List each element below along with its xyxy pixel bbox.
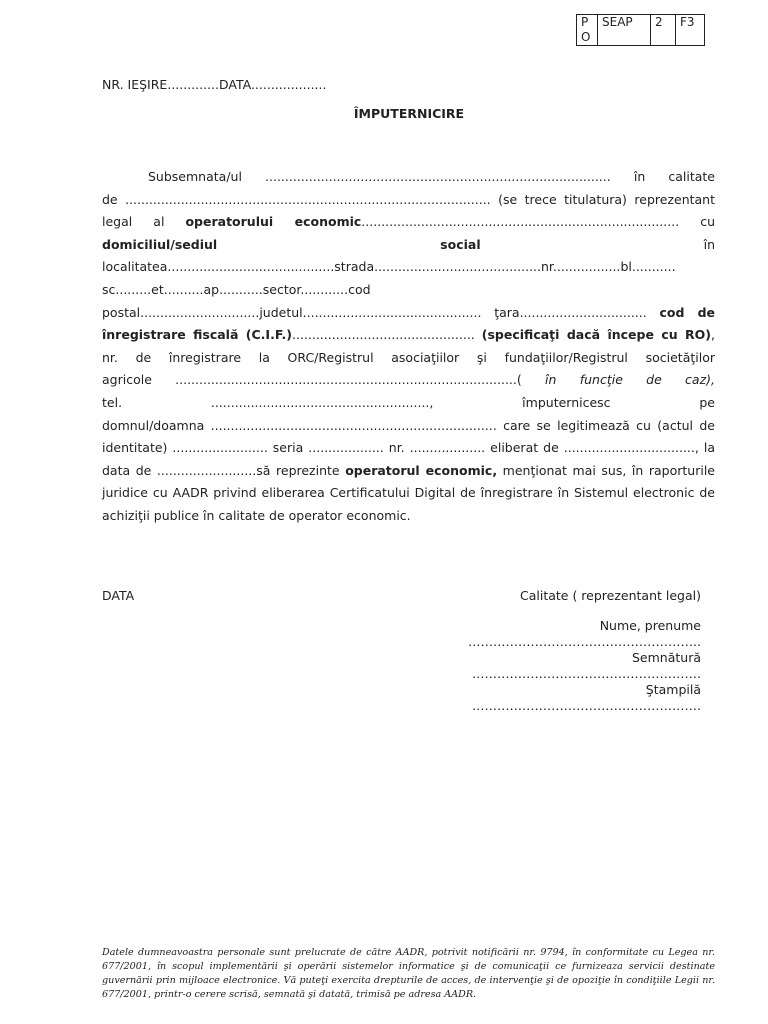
body-text: agricole ......................................................................................(	[102, 372, 546, 388]
body-text: ................................................................................ cu	[361, 214, 716, 230]
body-line-8	[102, 324, 715, 347]
body-text: legal al	[102, 214, 186, 230]
body-text: în	[703, 236, 715, 252]
bold-specificati-ro: (specificaţi dacă începe cu RO)	[481, 327, 712, 343]
bold-domiciliu: domiciliul/sediul	[102, 236, 218, 252]
body-line-1: Subsemnata/ul ....................................................................................... în calitate	[148, 169, 715, 184]
code-cell-seap: SEAP	[598, 15, 651, 46]
body-line-6: sc.........et..........ap...........sector............cod	[102, 281, 371, 297]
body-text: data de .........................să reprezinte	[102, 462, 346, 478]
legal-representative-label: Calitate ( reprezentant legal)	[520, 588, 701, 603]
body-line-12: domnul/doamna ........................................................................ care se legitimează cu (actul de	[102, 417, 715, 433]
bold-social: social	[440, 236, 481, 252]
document-title: ÎMPUTERNICIRE	[353, 106, 465, 121]
signature-dots: ……………………………………………….	[472, 666, 701, 681]
body-line-5: localitatea..........................................strada..........................................nr.................bl...........	[102, 259, 676, 275]
italic-in-functie-de-caz: în funcţie de caz),	[545, 372, 715, 388]
body-line-16: achiziţii publice în calitate de operator economic.	[102, 507, 411, 523]
body-line-9: nr. de înregistrare la ORC/Registrul asociaţiilor şi fundaţiilor/Registrul societăţilor	[102, 349, 715, 365]
signature-label: Semnătură	[631, 650, 701, 665]
document-body	[102, 166, 715, 528]
code-cell-number: 2	[651, 15, 676, 46]
stamp-dots: ……………………………………………….	[472, 698, 701, 713]
body-line-3	[102, 211, 715, 234]
code-cell-po: P O	[577, 15, 598, 46]
body-line-7	[102, 302, 715, 325]
body-line-14	[102, 460, 715, 483]
body-text: menţionat mai sus, în raporturile	[497, 462, 715, 478]
body-line-10	[102, 369, 715, 392]
full-name-dots	[460, 634, 701, 650]
data-privacy-footnote: Datele dumneavoastra personale sunt prelucrate de către AADR, potrivit notificării nr. 9794, în conformitate cu Legea nr. 677/2001, în scopul implementării şi operării sistemelor informatice şi de comunicaţii ce furnizeaza servicii destinate guvernării prin mijloace electronice. Vă puteţi exercita drepturile de acces, de intervenţie şi de opoziţie în condiţiile Legii nr. 677/2001, printr-o cerere scrisă, semnată şi datată, trimisă pe adresa AADR.	[102, 947, 715, 1000]
body-line-4	[102, 234, 715, 257]
bold-cif: înregistrare fiscală (C.I.F.)	[102, 327, 292, 343]
dot: .	[697, 634, 701, 649]
body-line-15: juridice cu AADR privind eliberarea Certificatului Digital de înregistrare în Sistemul electronic de	[102, 485, 715, 501]
stamp-label: Ştampilă	[645, 682, 701, 697]
bold-operator-economic: operatorului economic	[185, 214, 362, 230]
body-text: ,	[711, 327, 715, 343]
body-text: postal..............................judetul............................................. ţara................................	[102, 304, 660, 320]
spacer	[460, 604, 701, 618]
full-name-label: Nume, prenume	[599, 618, 701, 633]
signature-block	[460, 588, 701, 714]
body-line-11: tel. ......................................................., împuternicesc pe	[102, 394, 715, 410]
body-text: ..............................................	[291, 327, 482, 343]
body-line-2: de ............................................................................................ (se trece titulatura) reprezentant	[102, 191, 715, 207]
form-code-table	[576, 14, 705, 46]
bold-cod-de: cod de	[659, 304, 715, 320]
date-label: DATA	[102, 588, 135, 603]
bold-operatorul-economic: operatorul economic,	[345, 462, 498, 478]
code-cell-form: F3	[676, 15, 705, 46]
dots: ……………………………………………….	[468, 634, 698, 649]
exit-number-date-line: NR. IEŞIRE.............DATA...................	[102, 77, 327, 92]
body-line-13: identitate) ........................ seria ................... nr. ................... eliberat de ................................., la	[102, 440, 715, 456]
